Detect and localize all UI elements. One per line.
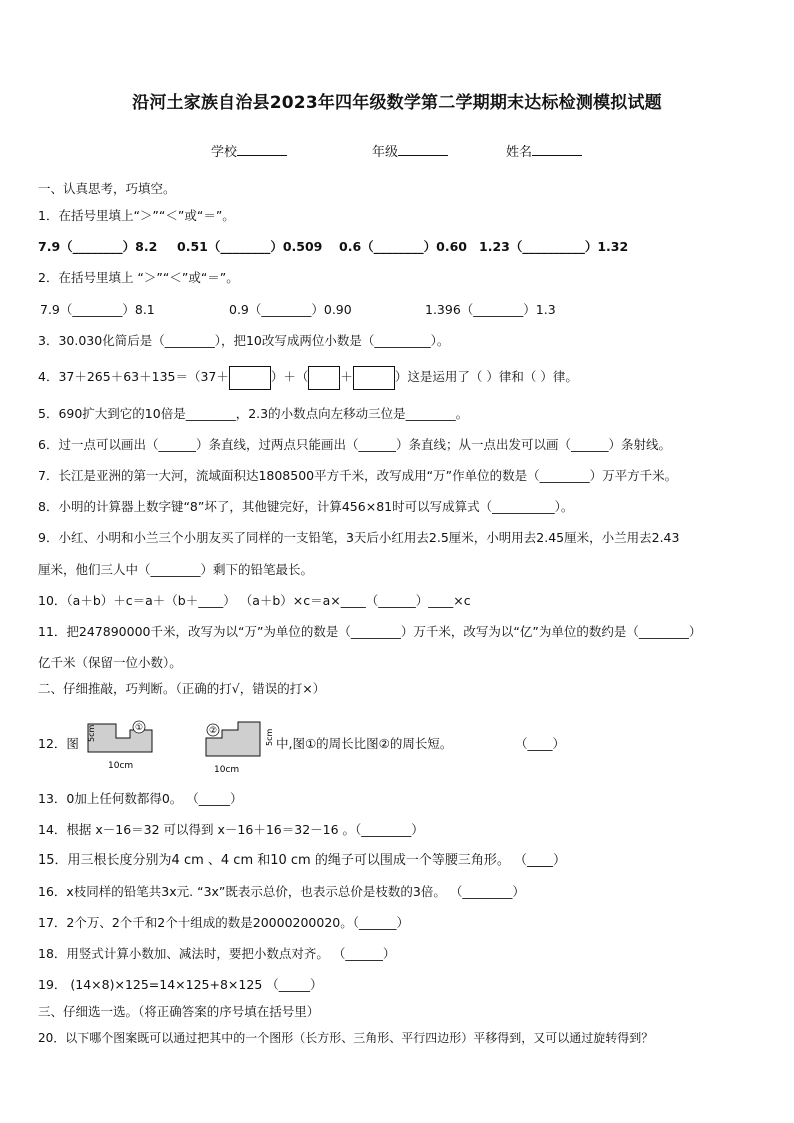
name-field <box>506 141 582 160</box>
question-1-b: 0.51（________）0.509 <box>177 239 323 254</box>
question-12-prefix: 12．图 <box>38 736 79 751</box>
school-field <box>211 141 287 160</box>
question-11-line-1: 11．把247890000千米，改写为以“万”为单位的数是（________）万千米，改写为以“亿”为单位的数约是（________） <box>38 624 702 639</box>
question-17: 17．2个万、2个千和2个十组成的数是20000200020。（______） <box>38 915 409 930</box>
question-1-a: 7.9（________）8.2 <box>38 239 158 254</box>
section-1-heading: 一、认真思考，巧填空。 <box>38 181 176 196</box>
section-3-heading: 三、仔细选一选。（将正确答案的序号填在括号里） <box>38 1004 320 1019</box>
question-13: 13．0加上任何数都得0。 （_____） <box>38 791 243 806</box>
figure-2-shape <box>200 718 280 776</box>
question-2: 2．在括号里填上 “＞”“＜”或“＝”。 <box>38 270 239 285</box>
question-7: 7．长江是亚洲的第一大河，流域面积达1808500平方千米，改写成用“万”作单位的数是（________）万平方千米。 <box>38 468 678 483</box>
question-8: 8．小明的计算器上数字键“8”坏了，其他键完好，计算456×81时可以写成算式（__________）。 <box>38 499 574 514</box>
figure-2-height-label: 5cm <box>265 728 274 746</box>
grade-label: 年级 <box>372 145 399 160</box>
question-2-a: 7.9（________）8.1 <box>40 302 155 317</box>
figure-2-label: ② <box>208 726 218 736</box>
question-11-line-2: 亿千米（保留一位小数）。 <box>38 655 182 670</box>
question-12-text: 中,图①的周长比图②的周长短。 <box>276 736 453 751</box>
question-12-answer[interactable]: （____） <box>515 736 566 751</box>
question-4-part-b: ）＋（ <box>270 369 309 384</box>
figure-1-label: ① <box>134 723 144 733</box>
question-14: 14．根据 x－16＝32 可以得到 x－16＋16＝32－16 。（________） <box>38 822 424 837</box>
question-2-c: 1.396（________）1.3 <box>425 302 556 317</box>
name-label: 姓名 <box>506 145 533 160</box>
figure-1-height-label: 5cm <box>87 724 96 742</box>
figure-1-shape <box>82 718 162 774</box>
question-4-part-d: ）这是运用了（ ）律和（ ）律。 <box>394 369 578 384</box>
question-18: 18．用竖式计算小数加、减法时，要把小数点对齐。 （______） <box>38 946 396 961</box>
question-9-line-1: 9．小红、小明和小兰三个小朋友买了同样的一支铅笔，3天后小红用去2.5厘米，小明用去2.45厘米，小兰用去2.43 <box>38 530 680 545</box>
question-2-b: 0.9（________）0.90 <box>229 302 352 317</box>
question-5: 5．690扩大到它的10倍是________，2.3的小数点向左移动三位是________。 <box>38 406 469 421</box>
school-label: 学校 <box>211 145 238 160</box>
question-4-part-c: ＋ <box>340 369 353 384</box>
figure-1-width-label: 10cm <box>108 761 134 771</box>
answer-box[interactable] <box>229 366 271 390</box>
question-19: 19． (14×8)×125=14×125+8×125 （_____） <box>38 977 323 992</box>
figure-2-width-label: 10cm <box>214 765 240 775</box>
question-3: 3．30.030化简后是（________），把10改写成两位小数是（_________）。 <box>38 333 450 348</box>
grade-field <box>372 141 448 160</box>
question-6: 6．过一点可以画出（______）条直线，过两点只能画出（______）条直线；从一点出发可以画（______）条射线。 <box>38 437 671 452</box>
question-20: 20．以下哪个图案既可以通过把其中的一个图形（长方形、三角形、平行四边形）平移得到，又可以通过旋转得到？ <box>38 1031 654 1045</box>
answer-box[interactable] <box>308 366 340 390</box>
question-9-line-2: 厘米，他们三人中（________）剩下的铅笔最长。 <box>38 562 314 577</box>
question-1-c: 0.6（________）0.60 <box>339 239 467 254</box>
question-16: 16．x枝同样的铅笔共3x元. “3x”既表示总价，也表示总价是枝数的3倍。 （________） <box>38 884 525 899</box>
answer-box[interactable] <box>353 366 395 390</box>
question-15: 15．用三根长度分别为4 cm 、4 cm 和10 cm 的绳子可以围成一个等腰三角形。 （____） <box>38 853 566 868</box>
question-4 <box>38 364 578 390</box>
question-1-d: 1.23（__________）1.32 <box>479 239 629 254</box>
page-title: 沿河土家族自治县2023年四年级数学第二学期期末达标检测模拟试题 <box>132 93 662 113</box>
question-10: 10．（a＋b）＋c＝a＋（b＋____） （a＋b）×c＝a×____（______）____×c <box>38 593 471 608</box>
question-4-part-a: 4．37＋265＋63＋135＝（37＋ <box>38 369 229 384</box>
section-2-heading: 二、仔细推敲，巧判断。（正确的打√，错误的打×） <box>38 681 326 696</box>
question-1: 1．在括号里填上“＞”“＜”或“＝”。 <box>38 208 235 223</box>
